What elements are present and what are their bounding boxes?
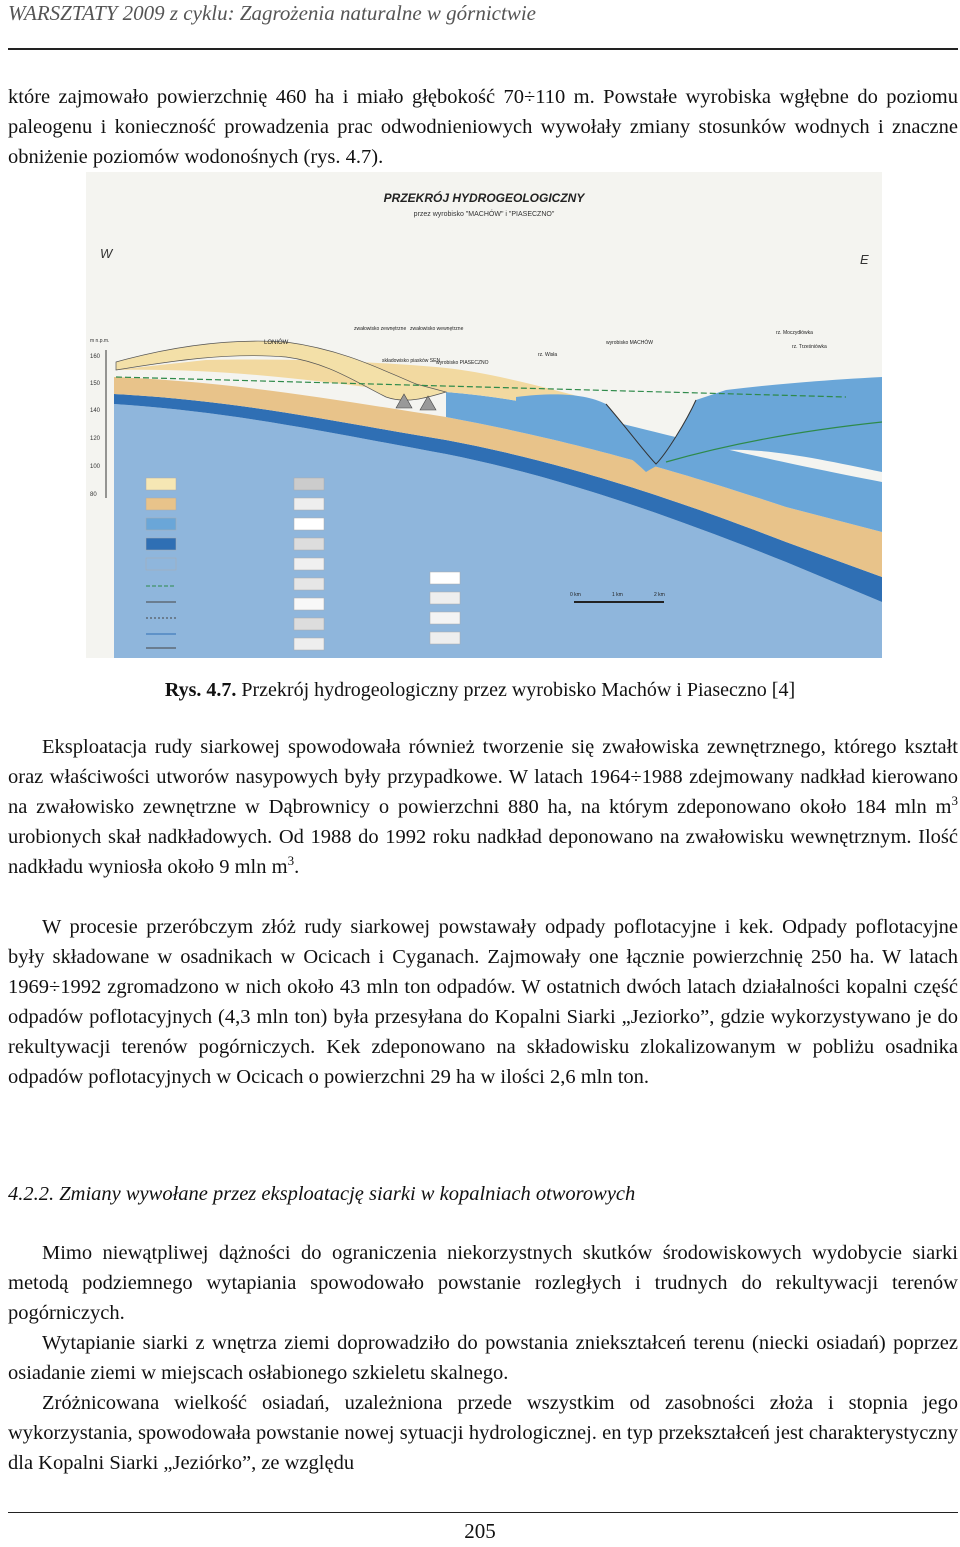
legend-swatch-14 xyxy=(294,638,324,650)
label-internal-dump: zwałowisko wewnętrzne xyxy=(410,326,464,332)
page-number: 205 xyxy=(464,1519,496,1543)
label-moczydlowka: rz. Moczydłówka xyxy=(776,330,813,336)
figure-caption xyxy=(0,676,960,704)
label-trzesniowka: rz. Trześniówka xyxy=(792,344,827,350)
legend-swatch-7 xyxy=(294,498,324,510)
figure-subtitle: przez wyrobisko "MACHÓW" i "PIASECZNO" xyxy=(413,211,555,218)
label-vistula: rz. Wisła xyxy=(538,352,558,358)
legend-swatch-11 xyxy=(294,578,324,590)
figure-title: PRZEKRÓJ HYDROGEOLOGICZNY xyxy=(383,191,585,205)
label-sand-storage: składowisko piasków SEN xyxy=(382,358,441,364)
tick-140: 140 xyxy=(90,408,101,414)
caption-text: Przekrój hydrogeologiczny przez wyrobisko Machów i Piaseczno [4] xyxy=(241,679,796,701)
legend-swatch-1 xyxy=(146,478,176,490)
scale-label-2: 2 km xyxy=(654,592,665,598)
legend-swatch-15 xyxy=(430,572,460,584)
legend-swatch-4 xyxy=(146,538,176,550)
legend-swatch-17 xyxy=(430,612,460,624)
intro-paragraph: które zajmowało powierzchnię 460 ha i miało głębokość 70÷110 m. Powstałe wyrobiska wgłębne do poziomu paleogenu i konieczność prowadzenia prac odwodnieniowych wywołały zmiany stosunków wodnych i znaczne obniżenie poziomów wodonośnych (rys. 4.7). xyxy=(8,86,958,168)
section-subheading: 4.2.2. Zmiany wywołane przez eksploatację siarki w kopalniach otworowych xyxy=(8,1183,636,1205)
superscript-2: 3 xyxy=(287,853,295,869)
tick-120: 120 xyxy=(90,436,101,442)
legend-swatch-9 xyxy=(294,538,324,550)
scale-label-1: 1 km xyxy=(612,592,623,598)
body-p1-a: Eksploatacja rudy siarkowej spowodowała również tworzenie się zwałowiska zewnętrznego, którego kształt oraz właściwości utworów nasypowych były przypadkowe. W latach 1964÷1988 zdejmowany nadkład kierowano na zwałowisko zewnętrzne w Dąbrownicy o powierzchni 880 ha, na którym zdeponowano około 184 mln m xyxy=(8,736,958,818)
tick-150: 150 xyxy=(90,381,101,387)
tick-100: 100 xyxy=(90,464,101,470)
legend-swatch-10 xyxy=(294,558,324,570)
east-label: E xyxy=(860,252,869,267)
header-rule xyxy=(8,48,958,50)
body-p1-b: urobionych skał nadkładowych. Od 1988 do 1992 roku nadkład deponowano na zwałowisku wewnętrznym. Ilość nadkładu wyniosła około 9 mln m xyxy=(8,826,958,878)
body-paragraph-3: Mimo niewątpliwej dążności do ograniczenia niekorzystnych skutków środowiskowych wydobycie siarki metodą podziemnego wytapiania spowodowało powstanie rozległych i trudnych do rekultywacji terenów pogórniczych. xyxy=(8,1242,958,1324)
superscript-1: 3 xyxy=(951,793,958,809)
label-machow: wyrobisko MACHÓW xyxy=(606,340,653,346)
label-external-dump: zwałowisko zewnętrzne xyxy=(354,326,407,332)
legend-swatch-8 xyxy=(294,518,324,530)
scale-label-0: 0 km xyxy=(570,592,581,598)
body-paragraph-4: Wytapianie siarki z wnętrza ziemi doprowadziło do powstania zniekształceń terenu (niecki osiadań) poprzez osiadanie ziemi w miejscach osłabionego szkieletu skalnego. xyxy=(8,1332,958,1384)
running-header: WARSZTATY 2009 z cyklu: Zagrożenia naturalne w górnictwie xyxy=(8,1,536,25)
caption-label: Rys. 4.7. xyxy=(164,679,237,701)
body-paragraph-1 xyxy=(8,732,958,882)
scale-unit: m n.p.m. xyxy=(90,338,110,344)
body-paragraph-5: Zróżnicowana wielkość osiadań, uzależniona przede wszystkim od zasobności złoża i stopnia jego wykorzystania, spowodowała powstanie nowej sytuacji hydrologicznej. en typ przekształceń jest charakterystyczny dla Kopalni Siarki „Jeziórko”, ze względu xyxy=(8,1392,958,1474)
legend-swatch-3 xyxy=(146,518,176,530)
legend-swatch-16 xyxy=(430,592,460,604)
legend-swatch-2 xyxy=(146,498,176,510)
west-label: W xyxy=(100,246,113,261)
legend-swatch-13 xyxy=(294,618,324,630)
footer-rule xyxy=(8,1512,958,1513)
legend-swatch-18 xyxy=(430,632,460,644)
legend-swatch-12 xyxy=(294,598,324,610)
legend-swatch-5 xyxy=(146,558,176,570)
tick-80: 80 xyxy=(90,492,97,498)
body-paragraph-2: W procesie przeróbczym złóż rudy siarkowej powstawały odpady poflotacyjne i kek. Odpady poflotacyjne były składowane w osadnikach w Ocicach i Cyganach. Zajmowały one łącznie powierzchnię 250 ha. W latach 1969÷1992 zgromadzono w nich około 43 mln ton odpadów. W ostatnich dwóch latach działalności kopalni część odpadów poflotacyjnych (4,3 mln ton) była przesyłana do Kopalni Siarki „Jeziorko”, gdzie wykorzystywano je do rekultywacji terenów pogórniczych. Kek zdeponowano na składowisku zlokalizowanym w pobliżu osadnika odpadów poflotacyjnych w Ocicach o powierzchni 29 ha w ilości 2,6 mln ton. xyxy=(8,916,958,1088)
body-p1-c: . xyxy=(294,856,300,878)
label-piaseczno: wyrobisko PIASECZNO xyxy=(436,360,489,366)
tick-160: 160 xyxy=(90,354,101,360)
figure-hydrogeological-section xyxy=(86,172,882,658)
label-loniow: LONIÓW xyxy=(264,340,289,346)
legend-swatch-6 xyxy=(294,478,324,490)
cross-section-diagram xyxy=(86,172,882,658)
